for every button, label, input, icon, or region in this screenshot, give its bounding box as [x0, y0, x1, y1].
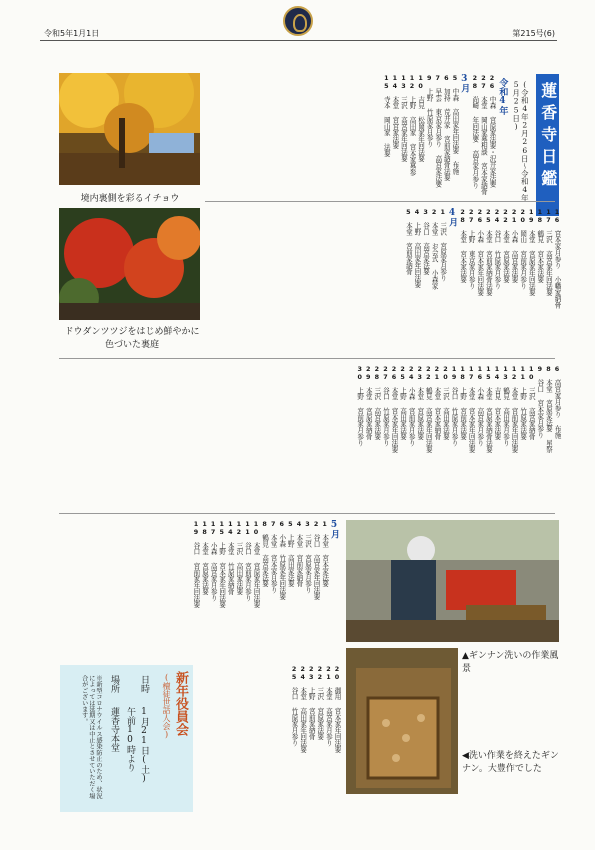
entry-text: 吉見 宮本家法要 — [492, 380, 501, 440]
entry-date: 14 — [492, 365, 501, 381]
diary-entry — [484, 365, 492, 505]
entry-date: 21 — [510, 208, 519, 224]
divider-1 — [205, 201, 555, 202]
meeting-date-value: 1月21日(土) — [139, 707, 149, 784]
entry-text: 谷口 竹原家月参り — [381, 380, 390, 447]
entry-text: 本堂 高宮家月参り — [324, 680, 333, 747]
diary-entry — [450, 74, 458, 199]
diary-entry — [290, 665, 298, 805]
entry-text: 三沢 宮原家月参り — [303, 527, 312, 594]
entry-text: 谷口 高宮家法要 — [421, 215, 430, 275]
entry-text: 宮本家月参り 小幡家納骨 — [553, 223, 561, 309]
diary-entry — [458, 365, 466, 505]
entry-date: 22 — [424, 365, 433, 381]
entry-date: 27 — [381, 365, 390, 381]
entry-text: 上野 高田家 宮本家墓参 — [408, 89, 417, 176]
entry-text: 本堂 宮原家法要 — [501, 223, 510, 283]
diary-entry — [432, 365, 440, 505]
diary-entry — [447, 208, 457, 348]
entry-date: 21 — [324, 665, 333, 681]
entry-date: 1 — [320, 520, 329, 528]
entry-date: 20 — [518, 208, 527, 224]
diary-entry — [355, 365, 363, 505]
meeting-place-value: 蓮香寺本堂 — [109, 707, 119, 752]
entry-date: 18 — [535, 208, 544, 224]
diary-entry — [501, 208, 509, 348]
entry-date: 15 — [217, 520, 226, 536]
entry-text: 鶴見 高宮家法要 — [260, 527, 269, 587]
entry-date: 14 — [226, 520, 235, 536]
entry-date: 24 — [407, 365, 416, 381]
diary-entry — [527, 365, 535, 505]
diary-entry — [484, 208, 492, 348]
diary-entry — [501, 365, 509, 505]
entry-text: 本堂 宮原家年回法要 — [527, 223, 536, 296]
entry-date: 10 — [416, 74, 425, 90]
entry-date: 7 — [269, 520, 278, 528]
era-label: 令和4年 — [497, 78, 508, 115]
entry-text: 上野 高田家法要 — [398, 380, 407, 440]
diary-entry — [424, 365, 432, 505]
entry-date: 30 — [355, 365, 364, 381]
entry-text: 上野 宮本家年回法要 — [217, 535, 226, 608]
diary-entry — [407, 74, 415, 199]
entry-date: 16 — [475, 365, 484, 381]
new-year-meeting-box — [60, 665, 193, 812]
entry-text: 上野 東京家月参り — [467, 223, 476, 290]
entry-date: 7 — [433, 74, 442, 82]
entry-date: 4 — [412, 208, 421, 216]
meeting-title: 新年役員会 — [173, 671, 188, 736]
divider-2 — [59, 358, 555, 359]
entry-text: 本堂 宮原家納骨法要 — [484, 380, 493, 453]
diary-entry — [364, 365, 372, 505]
meeting-subtitle: (檀徒世話人会) — [162, 673, 171, 739]
diary-title-box — [536, 74, 559, 216]
diary-entry — [372, 365, 380, 505]
entry-text: 上野 高田家法要 — [286, 527, 295, 587]
entry-text: 本堂 宮原家納骨 — [364, 380, 373, 440]
entry-text: 本堂 宮本家月参り — [269, 527, 278, 594]
entry-date: 6 — [442, 74, 451, 82]
diary-entry — [382, 74, 390, 199]
issue-date: 令和5年1月1日 — [44, 29, 100, 38]
entry-date: 11 — [518, 365, 527, 381]
entry-date: 25 — [398, 365, 407, 381]
diary-entry — [260, 520, 268, 655]
diary-entry — [492, 365, 500, 505]
entry-date: 18 — [458, 365, 467, 381]
entry-date: 9 — [425, 74, 434, 82]
diary-range: (令和4年2月26日〜令和4年5月25日) — [511, 80, 530, 202]
diary-block-1 — [290, 74, 495, 199]
diary-entry — [415, 365, 423, 505]
diary-entry — [200, 520, 208, 655]
entry-date: 24 — [298, 665, 307, 681]
entry-text: 鶴見 宮本家法要 — [535, 223, 544, 283]
ginkgo-photo — [59, 73, 200, 185]
diary-entry — [226, 520, 234, 655]
entry-date: 3月 — [459, 74, 470, 93]
diary-entry — [303, 520, 311, 655]
entry-date: 19 — [527, 208, 536, 224]
entry-date: 19 — [450, 365, 459, 381]
entry-date: 8 — [544, 365, 553, 373]
entry-text: 谷口 竹原家月参り — [492, 223, 501, 290]
entry-text: 本堂 宮前家納骨法要 — [484, 223, 493, 296]
entry-text: 本堂 宮本家年回法要 — [390, 380, 399, 453]
entry-text: 中森 宮原家法要・沢井家法要 — [488, 89, 496, 188]
entry-text: 御用 宮本家年回法要 — [333, 680, 341, 753]
diary-entry — [458, 208, 466, 348]
entry-date: 14 — [390, 74, 399, 90]
entry-date: 27 — [467, 208, 476, 224]
entry-text: 谷口 高宮家年回法要 — [312, 527, 321, 600]
entry-date: 13 — [501, 365, 510, 381]
entry-text: 寺本 岡山家 法要 — [382, 89, 391, 157]
diary-entry — [269, 520, 277, 655]
diary-entry — [381, 365, 389, 505]
entry-date: 25 — [290, 665, 299, 681]
entry-text: 小森 竹原家年回法要 — [277, 527, 286, 600]
entry-date: 27 — [479, 74, 488, 90]
diary-entry — [324, 665, 332, 805]
entry-date: 15 — [382, 74, 391, 90]
entry-date: 8 — [260, 520, 269, 528]
entry-date: 26 — [390, 365, 399, 381]
diary-entry — [404, 208, 412, 348]
diary-entry — [294, 520, 302, 655]
entry-text: 上野 宮前家法要 — [458, 380, 467, 440]
diary-entry — [510, 365, 518, 505]
entry-text: 三沢 高田家法要 — [234, 535, 243, 595]
entry-date: 25 — [484, 208, 493, 224]
entry-date: 28 — [470, 74, 479, 90]
entry-text: 小森 高宮家月参り — [475, 380, 484, 447]
diary-entry — [479, 74, 487, 199]
entry-text: 尚崎 年回法要 高宮家月参り — [470, 89, 479, 189]
diary-entry — [518, 365, 526, 505]
entry-text: 本堂 宮本家法要 — [320, 527, 329, 587]
entry-text: 高宮家月参り 布施 — [553, 372, 561, 439]
entry-text: 本堂 宮本家年回法要 — [467, 380, 476, 453]
diary-entry — [475, 365, 483, 505]
entry-date: 11 — [243, 520, 252, 536]
meeting-time-value: 午前10時より — [125, 707, 135, 772]
entry-date: 13 — [399, 74, 408, 90]
entry-text: 小森 高宮家月参り — [209, 535, 218, 602]
entry-date: 2 — [430, 208, 439, 216]
diary-entry — [312, 520, 320, 655]
entry-text: 本堂 竹原家納骨 — [226, 535, 235, 595]
entry-date: 12 — [510, 365, 519, 381]
entry-date: 18 — [200, 520, 209, 536]
entry-text: 本堂 宮原家法要 — [200, 535, 209, 595]
entry-date: 28 — [372, 365, 381, 381]
entry-text: 本堂 お会式 小森家 — [430, 215, 439, 290]
entry-date: 17 — [209, 520, 218, 536]
diary-entry — [389, 365, 397, 505]
entry-text: 小森 宮前家月参り — [407, 380, 416, 447]
entry-text: 谷口 竹原家月参り — [450, 380, 459, 447]
diary-entry — [209, 520, 217, 655]
diary-entry — [307, 665, 315, 805]
entry-text: 上野 高田家年回法要 — [412, 215, 421, 288]
entry-date: 10 — [252, 520, 261, 536]
entry-date: 21 — [432, 365, 441, 381]
entry-date: 4 — [294, 520, 303, 528]
diary-entry — [329, 520, 339, 655]
entry-date: 23 — [307, 665, 316, 681]
entry-date: 2 — [312, 520, 321, 528]
entry-date: 24 — [492, 208, 501, 224]
diary-block-2 — [205, 208, 560, 348]
diary-entry — [243, 520, 251, 655]
diary-entry — [535, 365, 543, 505]
diary-entry — [407, 365, 415, 505]
entry-date: 5 — [404, 208, 413, 216]
entry-date: 17 — [467, 365, 476, 381]
diary-entry — [527, 208, 535, 348]
diary-block-5 — [200, 665, 340, 805]
diary-entry — [441, 365, 449, 505]
diary-entry — [442, 74, 450, 199]
entry-date: 12 — [234, 520, 243, 536]
diary-entry — [535, 208, 543, 348]
entry-text: 鶴見 高宮家年回法要 — [424, 380, 433, 453]
entry-text: 三沢 宮原家月参り — [438, 215, 447, 282]
diary-entry — [470, 74, 478, 199]
entry-date: 16 — [553, 208, 561, 224]
entry-text: 本堂 岡山家墓相談 宮本家納骨 — [479, 89, 488, 195]
entry-date: 3 — [303, 520, 312, 528]
entry-text: 本堂 宮前家納骨 — [294, 527, 303, 587]
diary-entry — [459, 74, 469, 199]
entry-date: 9 — [535, 365, 544, 373]
entry-text: 吉見 松岡家年回法要 — [416, 89, 425, 162]
entry-text: 三沢 高宮家年回法要 — [544, 223, 553, 296]
diary-entry — [467, 208, 475, 348]
entry-text: 谷口 宮前家年回法要 — [191, 535, 200, 608]
diary-entry — [430, 208, 438, 348]
diary-entry — [475, 208, 483, 348]
entry-text: 本堂 宮原家法要 星祭 — [544, 372, 553, 453]
entry-text: 本堂 宮原家年回法要 — [252, 535, 261, 608]
diary-entry — [438, 208, 446, 348]
diary-entry — [251, 520, 259, 655]
diary-entry — [449, 365, 457, 505]
issue-number: 第215号(6) — [512, 29, 555, 38]
meeting-note: ※新型コロナウイルス感染防止のため、状況によっては延期又は中止とさせていただく場合がございます。 — [80, 675, 102, 799]
diary-entry — [552, 365, 560, 505]
entry-text: 本堂 宮宮家法要 — [390, 89, 399, 149]
diary-entry — [552, 208, 560, 348]
entry-date: 10 — [527, 365, 536, 381]
diary-entry — [467, 365, 475, 505]
entry-text: 上野 宮前家月参り — [355, 380, 364, 447]
diary-entry — [217, 520, 225, 655]
diary-entry — [399, 74, 407, 199]
temple-crest-logo — [283, 6, 313, 36]
entry-date: 6 — [553, 365, 561, 373]
entry-date: 20 — [333, 665, 341, 681]
diary-entry — [412, 208, 420, 348]
entry-text: 三沢 高田家法要 — [441, 380, 450, 440]
diary-entry — [191, 520, 199, 655]
entry-text: 上野 竹原家法要 — [518, 380, 527, 440]
entry-date: 3 — [421, 208, 430, 216]
entry-date: 5月 — [329, 520, 339, 539]
entry-date: 1 — [438, 208, 447, 216]
entry-date: 26 — [475, 208, 484, 224]
diary-entry — [492, 208, 500, 348]
diary-entry — [234, 520, 242, 655]
header-rule — [40, 40, 557, 41]
entry-date: 17 — [544, 208, 553, 224]
ginkgo-caption: 境内裏側を彩るイチョウ — [80, 194, 180, 204]
entry-text: 本堂 高田家年回法要 — [298, 680, 307, 753]
entry-text: 加持 荒井家 宮前家納骨法要 — [442, 81, 451, 181]
entry-date: 19 — [191, 520, 200, 536]
diary-entry — [416, 74, 424, 199]
ginnan-wash-photo — [346, 520, 559, 642]
entry-date: 5 — [450, 74, 459, 82]
entry-date: 4月 — [447, 208, 458, 227]
entry-date: 5 — [286, 520, 295, 528]
entry-text: 小森 宮本家年回法要 — [475, 223, 484, 296]
diary-entry — [518, 208, 526, 348]
entry-text: 小森 高宮家法要 — [510, 223, 519, 283]
diary-entry — [398, 365, 406, 505]
ginnan-wash-caption: ▲ギンナン洗いの作業風景 — [462, 651, 559, 674]
entry-text: 三沢 宮原家法要 — [315, 680, 324, 740]
diary-block-3 — [59, 365, 560, 505]
entry-date: 12 — [408, 74, 417, 90]
entry-text: 三沢 高宮家法要 — [372, 380, 381, 440]
entry-text: 岡山 宮前家月参り — [518, 223, 527, 290]
entry-text: 上野 宮前家納骨 — [307, 680, 316, 740]
entry-date: 23 — [415, 365, 424, 381]
entry-text: 早雲 東京家月参り 高宮家法要 — [433, 81, 442, 188]
diary-entry — [510, 208, 518, 348]
entry-text: 中森 高田家年回法要 布施 — [450, 81, 459, 175]
entry-text: 本堂 宮本家納骨 — [432, 380, 441, 440]
diary-entry — [332, 665, 340, 805]
ginnan-done-caption: ◀洗い作業を終えたギンナン。大豊作でした — [462, 751, 559, 774]
diary-entry — [277, 520, 285, 655]
entry-text: 本堂 宮前家納骨 — [404, 215, 413, 275]
diary-entry — [487, 74, 495, 199]
entry-text: 本堂 宮前家年回法要 — [510, 380, 519, 453]
entry-date: 26 — [488, 74, 496, 90]
diary-entry — [421, 208, 429, 348]
diary-entry — [320, 520, 328, 655]
entry-date: 15 — [484, 365, 493, 381]
entry-text: 谷口 宮前家月参り — [243, 535, 252, 602]
entry-date: 20 — [441, 365, 450, 381]
entry-date: 29 — [364, 365, 373, 381]
diary-entry — [425, 74, 433, 199]
divider-3 — [59, 513, 555, 514]
dodan-photo — [59, 208, 200, 320]
entry-text: 谷口 竹原家月参り — [290, 680, 299, 747]
meeting-place-label: 場所 — [109, 675, 119, 693]
entry-date: 28 — [458, 208, 467, 224]
diary-block-4 — [59, 520, 339, 655]
diary-entry — [298, 665, 306, 805]
diary-entry — [315, 665, 323, 805]
entry-date: 22 — [501, 208, 510, 224]
entry-text: 三沢 高宮家納骨 — [527, 380, 536, 440]
dodan-caption: ドウダンツツジをはじめ鮮やかに色づいた裏庭 — [64, 327, 200, 350]
diary-title: 蓮香寺日鑑 — [538, 82, 558, 192]
entry-text: 本堂 宮本家法要 — [458, 223, 467, 283]
diary-entry — [390, 74, 398, 199]
diary-entry — [544, 208, 552, 348]
entry-text: 三沢 高宮家年回法要 — [399, 89, 408, 162]
diary-entry — [286, 520, 294, 655]
entry-text: 本堂 宮原家法要 — [415, 380, 424, 440]
entry-date: 22 — [315, 665, 324, 681]
meeting-date-label: 日時 — [139, 675, 149, 693]
ginnan-done-photo — [346, 648, 458, 794]
entry-text: 谷口 宮本家月参り — [535, 372, 544, 439]
entry-text: 上野 竹原家月参り — [425, 81, 434, 148]
diary-entry — [433, 74, 441, 199]
diary-entry — [544, 365, 552, 505]
entry-date: 6 — [277, 520, 286, 528]
entry-text: 鶴見 高田家月参り — [501, 380, 510, 447]
